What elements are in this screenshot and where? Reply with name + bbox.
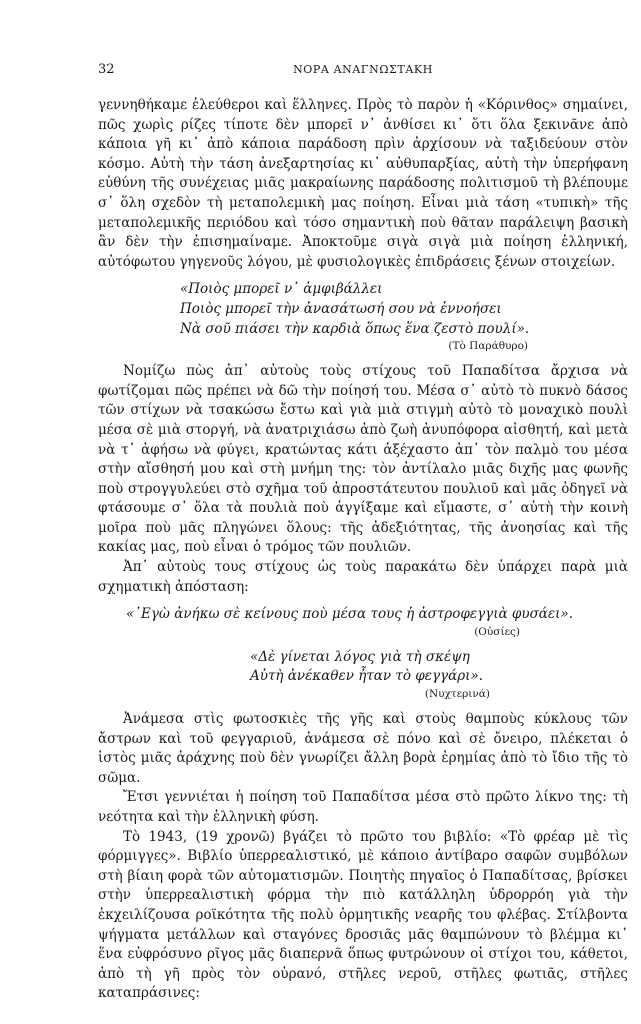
quote-source: (Νυχτερινά): [424, 688, 490, 701]
quote-line: «Δὲ γίνεται λόγος γιὰ τὴ σκέψη: [250, 648, 470, 665]
paragraph: Ἔτσι γεννιέται ἡ ποίηση τοῦ Παπαδίτσα μέσα στὸ πρῶτο λίκνο της: τὴ νεότητα καὶ τὴν ἑλληνικὴ φύση.: [98, 789, 628, 825]
running-title: ΝΟΡΑ ΑΝΑΓΝΩΣΤΑΚΗ: [293, 63, 433, 76]
paragraph: γεννηθήκαμε ἐλεύθεροι καὶ ἕλληνες. Πρὸς τὸ παρὸν ἡ «Κόρινθος» σημαίνει, πῶς χωρὶς ρίζες τίποτε δὲν μπορεῖ ν᾿ ἀνθίσει κι᾿ ὅτι ὅλα ξεκινᾶνε ἀπὸ κάποια γῆ κι᾿ ἀπὸ κάποια παράδοση πρὶν ἀρχίσουν νὰ ταξιδεύουν στὸν κόσμο. Αὐτὴ τὴν τάση ἀνεξαρτησίας κι᾿ αὐθυπαρξίας, αὐτὴ τὴν ὑπερήφανη εὐθύνη τῆς συνέχειας μιᾶς μακραίωνης παράδοσης πολιτισμοῦ τὴ βλέπουμε σ᾿ ὅλη σχεδὸν τὴ μεταπολεμικὴ μας ποίηση. Εἶναι μιὰ τάση «τυπικὴ» τῆς μεταπολεμικῆς περιόδου καὶ τόσο σημαντικὴ ποὺ θᾶταν παράλειψη βασικὴ ἂν δὲν τὴν ἐπισημαίναμε. Ἀποκτοῦμε σιγὰ σιγὰ μιὰ ποίηση ἑλληνική, αὐτόφωτου γηγενοῦς λόγου, μὲ φυσιολογικὲς ἐπιδράσεις ξένων στοιχείων.: [98, 97, 628, 270]
paragraph: Ἀπ᾿ αὐτοὺς τους στίχους ὡς τοὺς παρακάτω δὲν ὑπάρχει παρὰ μιὰ σχηματικὴ ἀπόσταση:: [98, 559, 628, 595]
page-number: 32: [98, 62, 115, 77]
quote-line: Ποιὸς μπορεῖ τὴν ἀνασάτωσή σου νὰ ἐννοήσει: [180, 300, 502, 317]
page-header: [98, 62, 628, 78]
quote-line: Νὰ σοῦ πιάσει τὴν καρδιὰ ὅπως ἕνα ζεστὸ πουλί».: [180, 320, 530, 337]
quote-line: «᾿Εγὼ ἀνήκω σὲ κείνους ποὺ μέσα τους ἡ ἀστροφεγγιὰ φυσάει».: [126, 606, 573, 623]
quote-line: Αὐτὴ ἀνέκαθεν ἦταν τὸ φεγγάρι».: [250, 668, 484, 685]
paragraph: Ἀνάμεσα στὶς φωτοσκιὲς τῆς γῆς καὶ στοὺς θαμποὺς κύκλους τῶν ἄστρων καὶ τοῦ φεγγαριοῦ, ἀνάμεσα σὲ πόνο καὶ σὲ ὄνειρο, πλέκεται ὁ ἱστὸς μιᾶς ἀράχνης ποὺ δὲν γνωρίζει ἄλλη βορὰ ἐρημίας ἀπὸ τὸ ἴδιο τῆς τὸ σῶμα.: [98, 711, 628, 786]
quote-source: (Οὐσίες): [474, 625, 520, 638]
paragraph: Νομίζω πὼς ἀπ᾿ αὐτοὺς τοὺς στίχους τοῦ Παπαδίτσα ἄρχισα νὰ φωτίζομαι πῶς πρέπει νὰ δῶ τὴν ποίησή του. Μέσα σ᾿ αὐτὸ τὸ πυκνὸ δάσος τῶν στίχων νὰ τσακώσω ἔστω καὶ γιὰ μιὰ στιγμὴ αὐτὸ τὸ μοναχικὸ πουλὶ μέσα σὲ μιὰ στοργή, νὰ ἀνατριχιάσω ἀπὸ ζωὴ ἀνυπόφορα αἰσθητή, καὶ μετὰ νὰ τ᾿ ἀφήσω νὰ φύγει, κρατώντας κάτι ἀξέχαστο ἀπ᾿ τὸν παλμὸ του μέσα στὴν αἴσθησή μου καὶ στὴ μνήμη της: τὸν ἀντίλαλο μιᾶς διχῆς μας φωνῆς ποὺ στρογγυλεύει στὸ σχῆμα τοῦ ἀπροστάτευτου πουλιοῦ καὶ μᾶς ὁδηγεῖ νὰ φτάσουμε σ᾿ ὅλα τὰ πουλιὰ ποὺ ἀγγίξαμε καὶ εἴμαστε, σ᾿ αὐτὴ τὴν κοινὴ μοῖρα ποὺ μᾶς πληγώνει ὅλους: τῆς ἀδεξιότητας, τῆς ἀνοησίας καὶ τῆς κακίας μας, ποὺ εἶναι ὁ τρόμος τῶν πουλιῶν.: [98, 363, 628, 556]
paragraph: Τὸ 1943, (19 χρονῶ) βγάζει τὸ πρῶτο του βιβλίο: «Τὸ φρέαρ μὲ τὶς φόρμιγγες». Βιβλίο ὑπερρεαλιστικό, μὲ κάποιο ἀντίβαρο σαφῶν συμβόλων στὴ βίαιη φορὰ τῶν αὐτοματισμῶν. Ποιητὴς πηγαῖος ὁ Παπαδίτσας, βρίσκει στὴν ὑπερρεαλιστικὴ φόρμα τὴν πιὸ κατάλληλη ὑδρορρόη γιὰ τὴν ἐκχειλίζουσα ροϊκότητα τῆς πολὺ ὁρμητικῆς νεαρῆς του φλέβας. Στίλβοντα ψήγματα μετάλλων καὶ σταγόνες δροσιᾶς μᾶς θαμπώνουν τὸ βλέμμα κι᾿ ἕνα εὐφρόσυνο ρῖγος μᾶς διαπερνᾶ ὅπως φυτρώνουν οἱ στίχοι του, κάθετοι, ἀπὸ τὴ γῆ πρὸς τὸν οὐρανό, στῆλες νεροῦ, στῆλες φωτιᾶς, στῆλες καταπράσινες:: [98, 828, 628, 1002]
page-body: [98, 96, 628, 1004]
quote-line: «Ποιὸς μπορεῖ ν᾿ ἀμφιβάλλει: [180, 281, 383, 298]
quote-source: (Τὸ Παράθυρο): [448, 340, 528, 353]
